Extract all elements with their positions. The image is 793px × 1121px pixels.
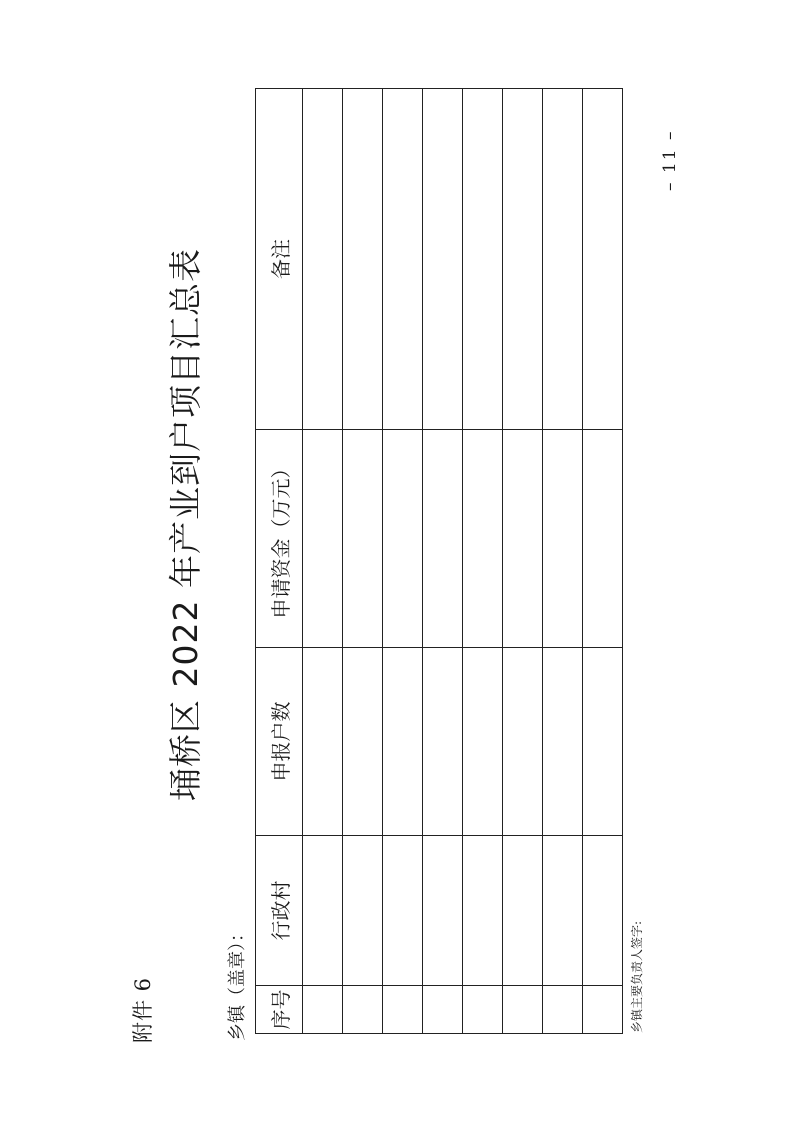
table-cell [543, 986, 583, 1034]
table-cell [303, 430, 343, 648]
table-cell [383, 430, 423, 648]
table-row [383, 89, 423, 1034]
table-cell [503, 89, 543, 430]
table-cell [463, 986, 503, 1034]
table-cell [343, 430, 383, 648]
table-cell [343, 836, 383, 986]
table-cell [303, 986, 343, 1034]
table-cell [383, 89, 423, 430]
table-row [423, 89, 463, 1034]
town-stamp-label: 乡镇（盖章）： [227, 924, 248, 1041]
table-cell [543, 430, 583, 648]
table-cell [423, 430, 463, 648]
table-cell [463, 89, 503, 430]
header-village: 行政村 [256, 836, 303, 986]
table-row [583, 89, 623, 1034]
table-cell [383, 986, 423, 1034]
signature-label: 乡镇主要负责人签字: [630, 920, 644, 1033]
page-number: – 11 – [660, 129, 680, 191]
table-cell [583, 89, 623, 430]
page-title: 埇桥区 2022 年产业到户项目汇总表 [166, 248, 205, 801]
table-cell [503, 648, 543, 836]
table-row [303, 89, 343, 1034]
table-cell [303, 89, 343, 430]
table-row [343, 89, 383, 1034]
table-row [463, 89, 503, 1034]
summary-table [255, 88, 623, 1034]
table-cell [463, 836, 503, 986]
table-header-row [256, 89, 303, 1034]
table-cell [583, 836, 623, 986]
table-cell [463, 648, 503, 836]
table-cell [383, 836, 423, 986]
table-cell [303, 648, 343, 836]
table-row [543, 89, 583, 1034]
table-cell [303, 836, 343, 986]
table-cell [343, 648, 383, 836]
table-cell [583, 430, 623, 648]
table-cell [423, 648, 463, 836]
header-remarks: 备注 [256, 89, 303, 430]
header-households: 申报户数 [256, 648, 303, 836]
table-cell [343, 89, 383, 430]
table-cell [543, 836, 583, 986]
attachment-label: 附件 6 [131, 976, 155, 1043]
table-cell [463, 430, 503, 648]
table-cell [423, 836, 463, 986]
table-cell [543, 89, 583, 430]
table-row [503, 89, 543, 1034]
table-cell [503, 430, 543, 648]
header-serial: 序号 [256, 986, 303, 1034]
table-cell [583, 986, 623, 1034]
table-cell [583, 648, 623, 836]
table-cell [503, 836, 543, 986]
table-cell [503, 986, 543, 1034]
table-cell [383, 648, 423, 836]
table-cell [423, 986, 463, 1034]
table-cell [423, 89, 463, 430]
table-cell [343, 986, 383, 1034]
table-cell [543, 648, 583, 836]
header-funds: 申请资金（万元） [256, 430, 303, 648]
